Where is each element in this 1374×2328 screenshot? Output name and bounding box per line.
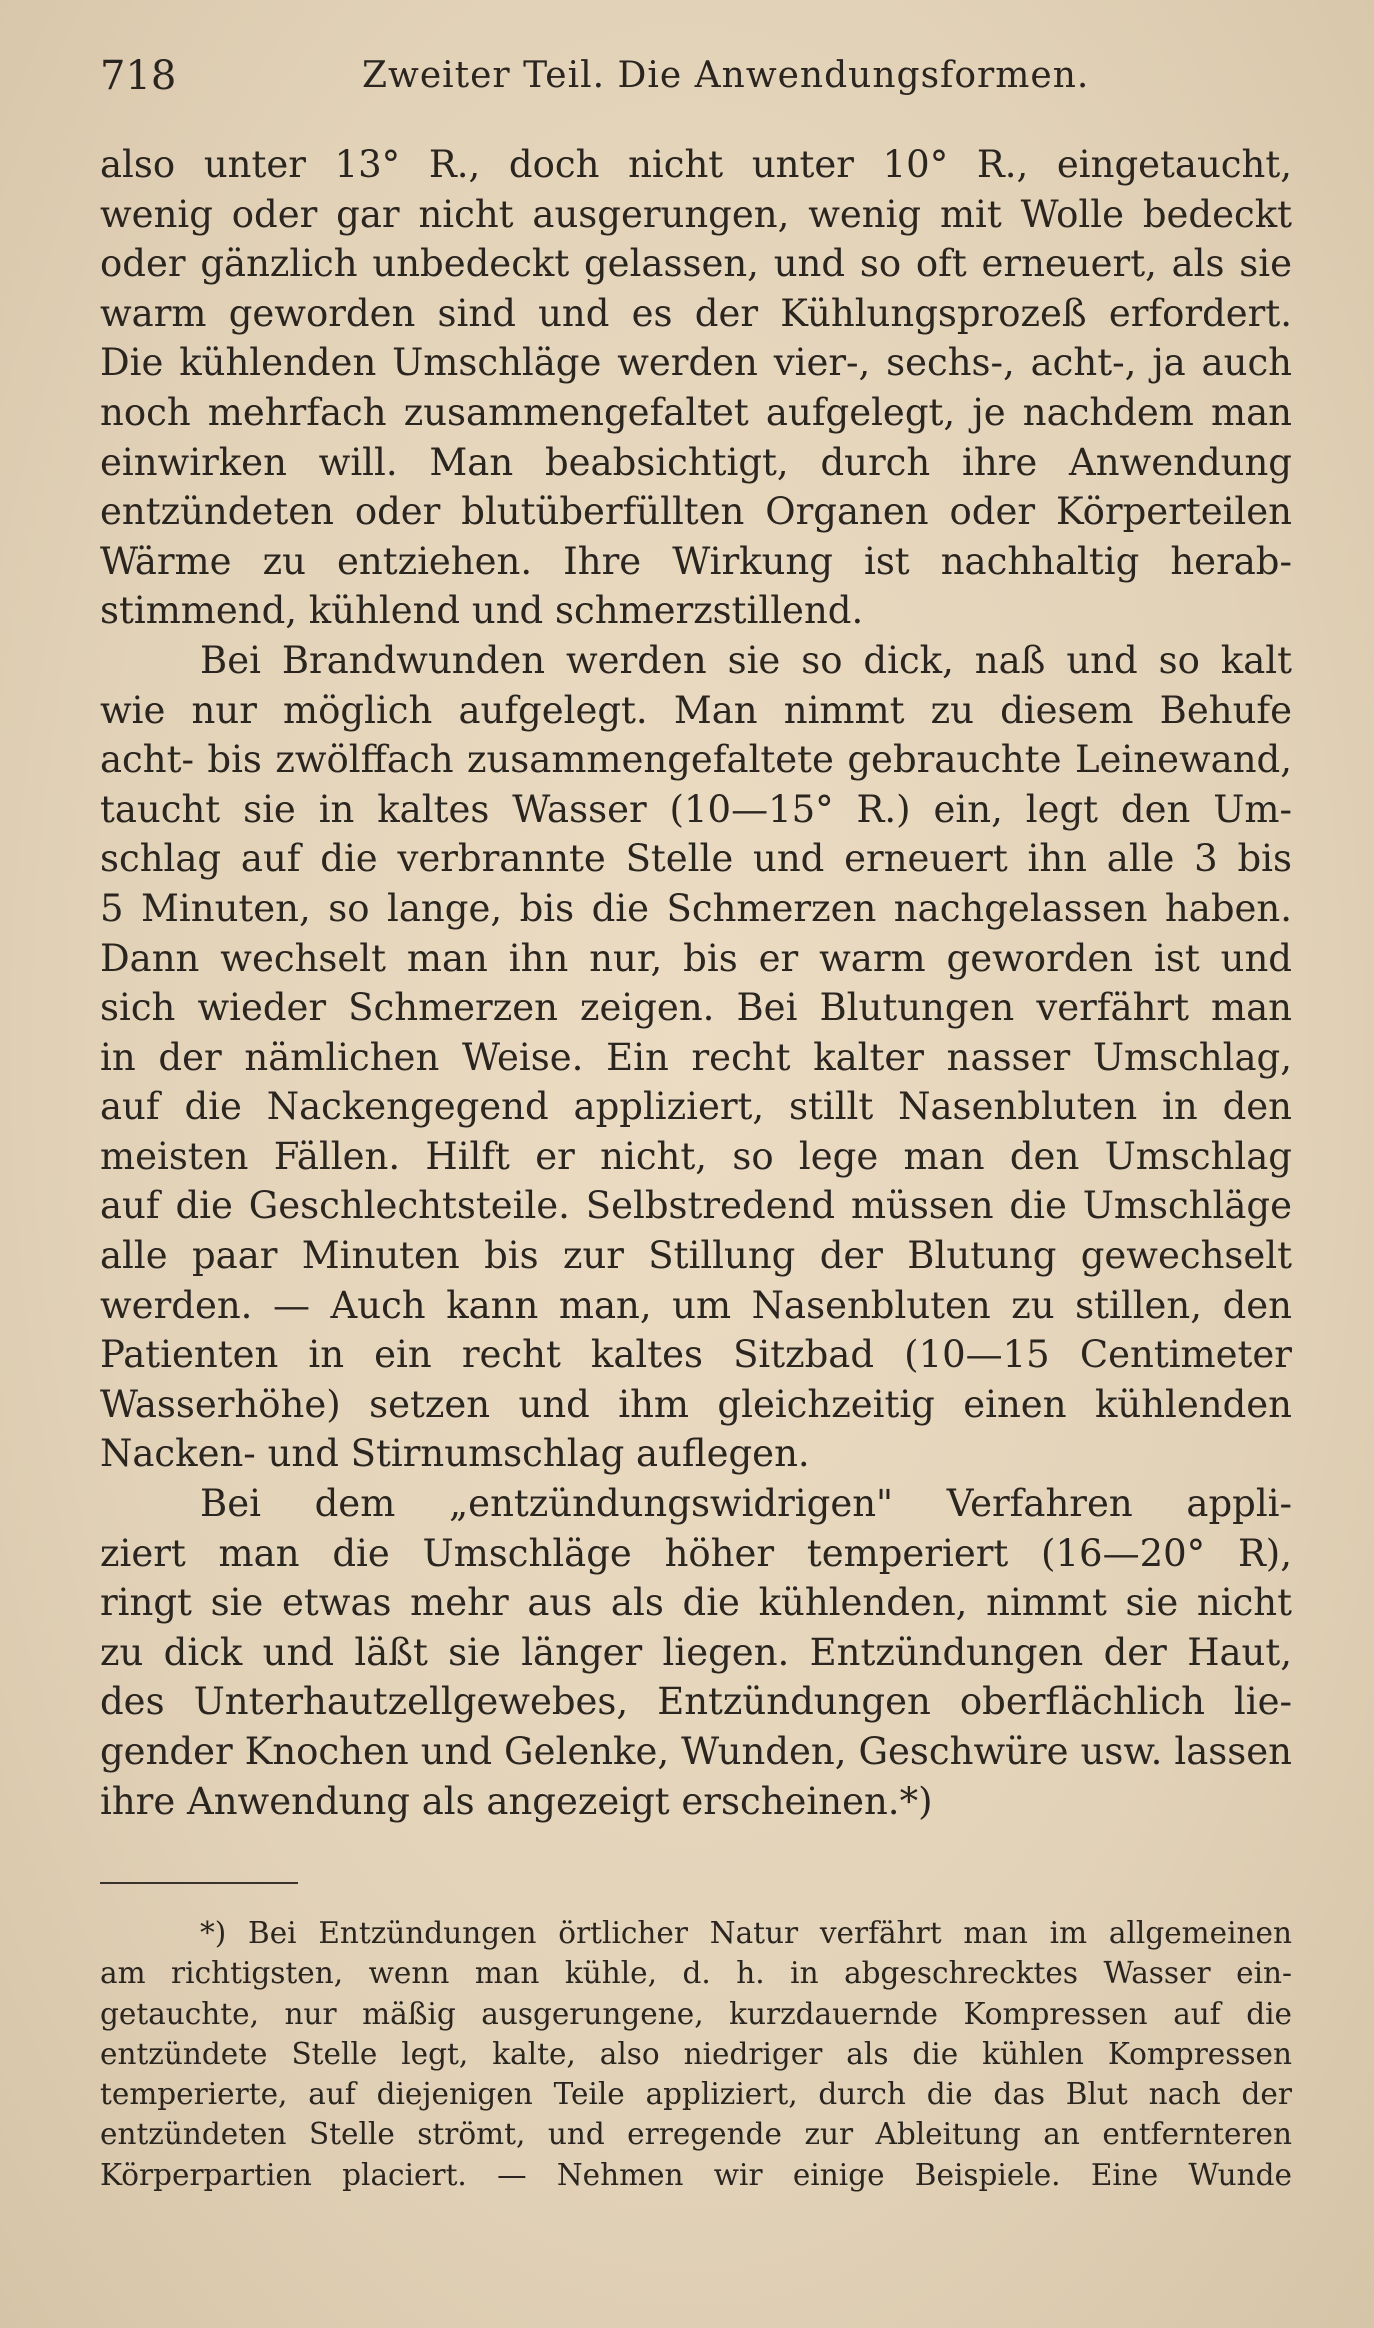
text-line: Nacken- und Stirnumschlag auflegen. [100,1432,810,1476]
text-line: stimmend, kühlend und schmerzstillend. [100,589,864,633]
text-line: ziert man die Umschläge höher temperiert (16—20° R), [100,1531,1292,1575]
text-line: Dann wechselt man ihn nur, bis er warm geworden ist und [100,936,1292,980]
footnote-line: am richtigsten, wenn man kühle, d. h. in abgeschrecktes Wasser ein- [100,1956,1292,1991]
text-line: 5 Minuten, so lange, bis die Schmerzen nachgelassen haben. [100,886,1292,930]
text-line: sich wieder Schmerzen zeigen. Bei Blutungen verfährt man [100,986,1292,1030]
text-line: auf die Geschlechtsteile. Selbstredend müssen die Umschläge [100,1184,1292,1228]
text-line: Wasserhöhe) setzen und ihm gleichzeitig einen kühlenden [100,1382,1292,1426]
text-line: Bei Brandwunden werden sie so dick, naß und so kalt [200,638,1292,682]
text-line: taucht sie in kaltes Wasser (10—15° R.) ein, legt den Um- [100,787,1292,831]
footnote-divider [100,1882,298,1884]
text-line: meisten Fällen. Hilft er nicht, so lege man den Umschlag [100,1134,1292,1178]
running-head: Zweiter Teil. Die Anwendungsformen. [362,55,1090,96]
footnote [100,1913,1292,2195]
text-line: ringt sie etwas mehr aus als die kühlenden, nimmt sie nicht [100,1581,1292,1625]
footnote-line: *) Bei Entzündungen örtlicher Natur verfährt man im allgemeinen [200,1916,1292,1950]
text-line: Wärme zu entziehen. Ihre Wirkung ist nachhaltig herab- [100,539,1292,583]
text-line: schlag auf die verbrannte Stelle und erneuert ihn alle 3 bis [100,837,1292,881]
text-line: wenig oder gar nicht ausgerungen, wenig mit Wolle bedeckt [100,192,1292,236]
footnote-line: Körperpartien placiert. — Nehmen wir einige Beispiele. Eine Wunde [100,2157,1292,2192]
text-line: gender Knochen und Gelenke, Wunden, Geschwüre usw. lassen [100,1730,1292,1773]
text-line: zu dick und läßt sie länger liegen. Entzündungen der Haut, [100,1630,1292,1674]
footnote-line: getauchte, nur mäßig ausgerungene, kurzdauernde Kompressen auf die [100,1996,1292,2031]
text-line: acht- bis zwölffach zusammengefaltete gebrauchte Leinewand, [100,738,1292,782]
page-header [100,46,1300,106]
text-line: noch mehrfach zusammengefaltet aufgelegt, je nachdem man [100,390,1292,434]
text-line: Bei dem „entzündungswidrigen" Verfahren appli- [200,1482,1292,1526]
text-line: Die kühlenden Umschläge werden vier-, sechs-, acht-, ja auch [100,341,1292,385]
text-line: ihre Anwendung als angezeigt erscheinen.*) [100,1779,933,1823]
body-text [100,140,1292,1826]
text-line: auf die Nackengegend appliziert, stillt Nasenbluten in den [100,1085,1292,1129]
text-line: einwirken will. Man beabsichtigt, durch ihre Anwendung [100,440,1292,484]
text-line: des Unterhautzellgewebes, Entzündungen oberflächlich lie- [100,1680,1292,1724]
text-line: alle paar Minuten bis zur Stillung der Blutung gewechselt [100,1234,1292,1278]
text-line: entzündeten oder blutüberfüllten Organen oder Körperteilen [100,490,1292,534]
text-line: oder gänzlich unbedeckt gelassen, und so oft erneuert, als sie [100,242,1292,286]
text-line: in der nämlichen Weise. Ein recht kalter nasser Umschlag, [100,1035,1292,1079]
text-line: warm geworden sind und es der Kühlungsprozeß erfordert. [100,291,1292,335]
text-line: werden. — Auch kann man, um Nasenbluten zu stillen, den [100,1283,1292,1327]
page-number: 718 [100,53,177,99]
text-line: Patienten in ein recht kaltes Sitzbad (10—15 Centimeter [100,1333,1292,1377]
footnote-line: entzündete Stelle legt, kalte, also niedriger als die kühlen Kompressen [100,2036,1292,2071]
footnote-line: temperierte, auf diejenigen Teile appliziert, durch die das Blut nach der [100,2077,1292,2112]
footnote-line: entzündeten Stelle strömt, und erregende zur Ableitung an entfernteren [100,2117,1292,2152]
text-line: wie nur möglich aufgelegt. Man nimmt zu diesem Behufe [100,688,1292,732]
text-line: also unter 13° R., doch nicht unter 10° R., eingetaucht, [100,143,1292,186]
